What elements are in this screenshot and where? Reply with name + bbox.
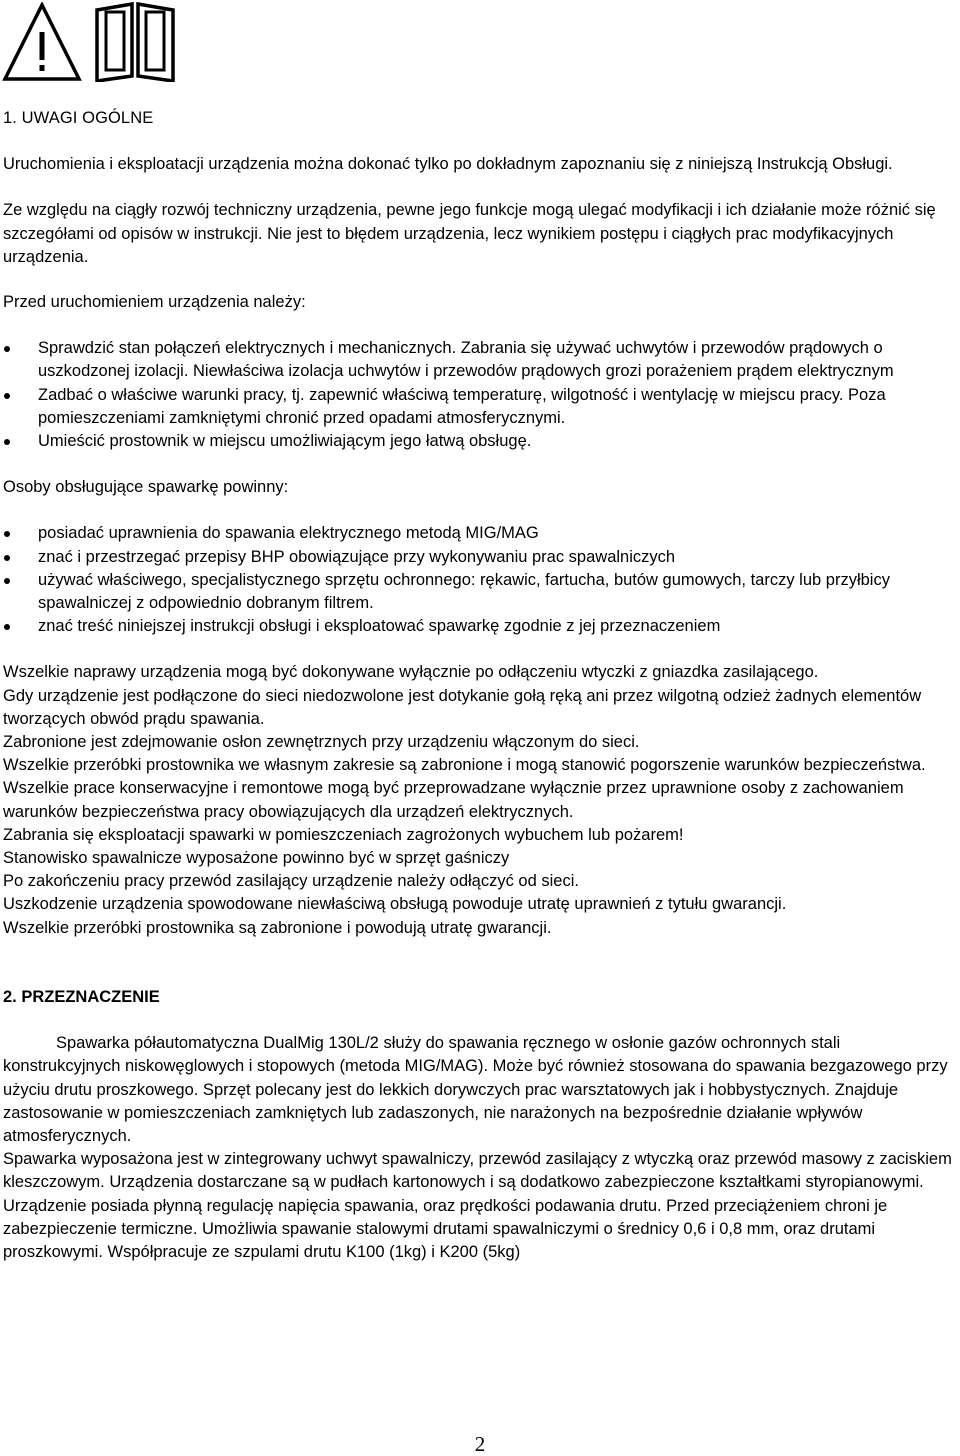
list-item: znać i przestrzegać przepisy BHP obowiązujące przy wykonywaniu prac spawalniczych [3,546,958,569]
before-start-heading: Przed uruchomieniem urządzenia należy: [3,293,306,312]
safety-rules [3,661,958,939]
bullet-icon [4,531,10,537]
header-icons [2,2,176,82]
list-item: Sprawdzić stan połączeń elektrycznych i mechanicznych. Zabrania się używać uchwytów i przewodów prądowych o uszkodzonej izolacji. Niewłaściwa izolacja uchwytów i przewodów prądowych grozi porażeniem prądem elektrycznym [3,337,958,383]
list-item: Zadbać o właściwe warunki pracy, tj. zapewnić właściwą temperaturę, wilgotność i wentylację w miejscu pracy. Poza pomieszczeniami zamkniętymi chronić przed opadami atmosferycznymi. [3,384,958,430]
section-1-intro: Uruchomienia i eksploatacji urządzenia można dokonać tylko po dokładnym zapoznaniu się z niniejszą Instrukcją Obsługi. [3,155,893,174]
safety-rule: Wszelkie prace konserwacyjne i remontowe mogą być przeprowadzane wyłącznie przez uprawnione osoby z zachowaniem warunków bezpieczeństwa pracy obowiązujących dla urządzeń elektrycznych. [3,779,904,821]
section-2-equipment: Spawarka wyposażona jest w zintegrowany uchwyt spawalniczy, przewód zasilający z wtyczką oraz przewód masowy z zaciskiem kleszczowym. Urządzenia dostarczane są w pudłach kartonowych i są dodatkowo zabezpieczone kształtkami styropianowymi. [3,1150,952,1192]
before-start-list [3,337,958,453]
section-1-development-note: Ze względu na ciągły rozwój techniczny urządzenia, pewne jego funkcje mogą ulegać modyfikacji i ich działanie może różnić się szczegółami od opisów w instrukcji. Nie jest to błędem urządzenia, lecz wynikiem postępu i ciągłych prac modyfikacyjnych urządzenia. [3,201,936,266]
operators-list [3,522,958,638]
list-item: posiadać uprawnienia do spawania elektrycznego metodą MIG/MAG [3,522,958,545]
document-body [3,107,958,1264]
safety-rule: Wszelkie przeróbki prostownika we własnym zakresie są zabronione i mogą stanowić pogorszenie warunków bezpieczeństwa. [3,756,926,775]
safety-rule: Wszelkie naprawy urządzenia mogą być dokonywane wyłącznie po odłączeniu wtyczki z gniazdka zasilającego. [3,663,819,682]
bullet-icon [4,555,10,561]
open-book-icon [94,2,176,82]
page-number: 2 [474,1432,486,1456]
bullet-icon [4,346,10,352]
bullet-icon [4,393,10,399]
warning-triangle-icon [2,2,82,82]
bullet-icon [4,439,10,445]
operators-heading: Osoby obsługujące spawarkę powinny: [3,478,289,497]
list-item: używać właściwego, specjalistycznego sprzętu ochronnego: rękawic, fartucha, butów gumowych, tarczy lub przyłbicy spawalniczej z odpowiednio dobranym filtrem. [3,569,958,615]
safety-rule: Zabrania się eksploatacji spawarki w pomieszczeniach zagrożonych wybuchem lub pożarem! [3,825,684,844]
section-2-title: 2. PRZEZNACZENIE [3,987,160,1006]
safety-rule: Zabronione jest zdejmowanie osłon zewnętrznych przy urządzeniu włączonym do sieci. [3,733,640,752]
list-item: Umieścić prostownik w miejscu umożliwiającym jego łatwą obsługę. [3,430,958,453]
list-item: znać treść niniejszej instrukcji obsługi i eksploatować spawarkę zgodnie z jej przeznaczeniem [3,615,958,638]
safety-rule: Gdy urządzenie jest podłączone do sieci niedozwolone jest dotykanie gołą ręką ani przez wilgotną odzież żadnych elementów tworzących obwód prądu spawania. [3,686,922,728]
section-1-title: 1. UWAGI OGÓLNE [3,109,154,127]
section-2-features: Urządzenie posiada płynną regulację napięcia spawania, oraz prędkości podawania drutu. Przed przeciążeniem chroni je zabezpieczenie termiczne. Umożliwia spawanie stalowymi drutami spawalniczymi o średnicy 0,6 i 0,8 mm, oraz drutami proszkowymi. Współpracuje ze szpulami drutu K100 (1kg) i K200 (5kg) [3,1196,888,1261]
safety-rule: Po zakończeniu pracy przewód zasilający urządzenie należy odłączyć od sieci. [3,872,579,891]
section-2-purpose: Spawarka półautomatyczna DualMig 130L/2 służy do spawania ręcznego w osłonie gazów ochronnych stali konstrukcyjnych niskowęglowych i stopowych (metoda MIG/MAG). Może być również stosowana do spawania bezgazowego przy użyciu drutu proszkowego. Sprzęt polecany jest do lekkich dorywczych prac warsztatowych jak i hobbystycznych. Znajduje zastosowanie w pomieszczeniach zamkniętych lub zadaszonych, nie narażonych na bezpośrednie działanie wpływów atmosferycznych. [3,1034,948,1145]
safety-rule: Uszkodzenie urządzenia spowodowane niewłaściwą obsługą powoduje utratę uprawnień z tytułu gwarancji. [3,895,787,914]
safety-rule: Wszelkie przeróbki prostownika są zabronione i powodują utratę gwarancji. [3,918,552,937]
bullet-icon [4,624,10,630]
safety-rule: Stanowisko spawalnicze wyposażone powinno być w sprzęt gaśniczy [3,849,510,868]
bullet-icon [4,578,10,584]
